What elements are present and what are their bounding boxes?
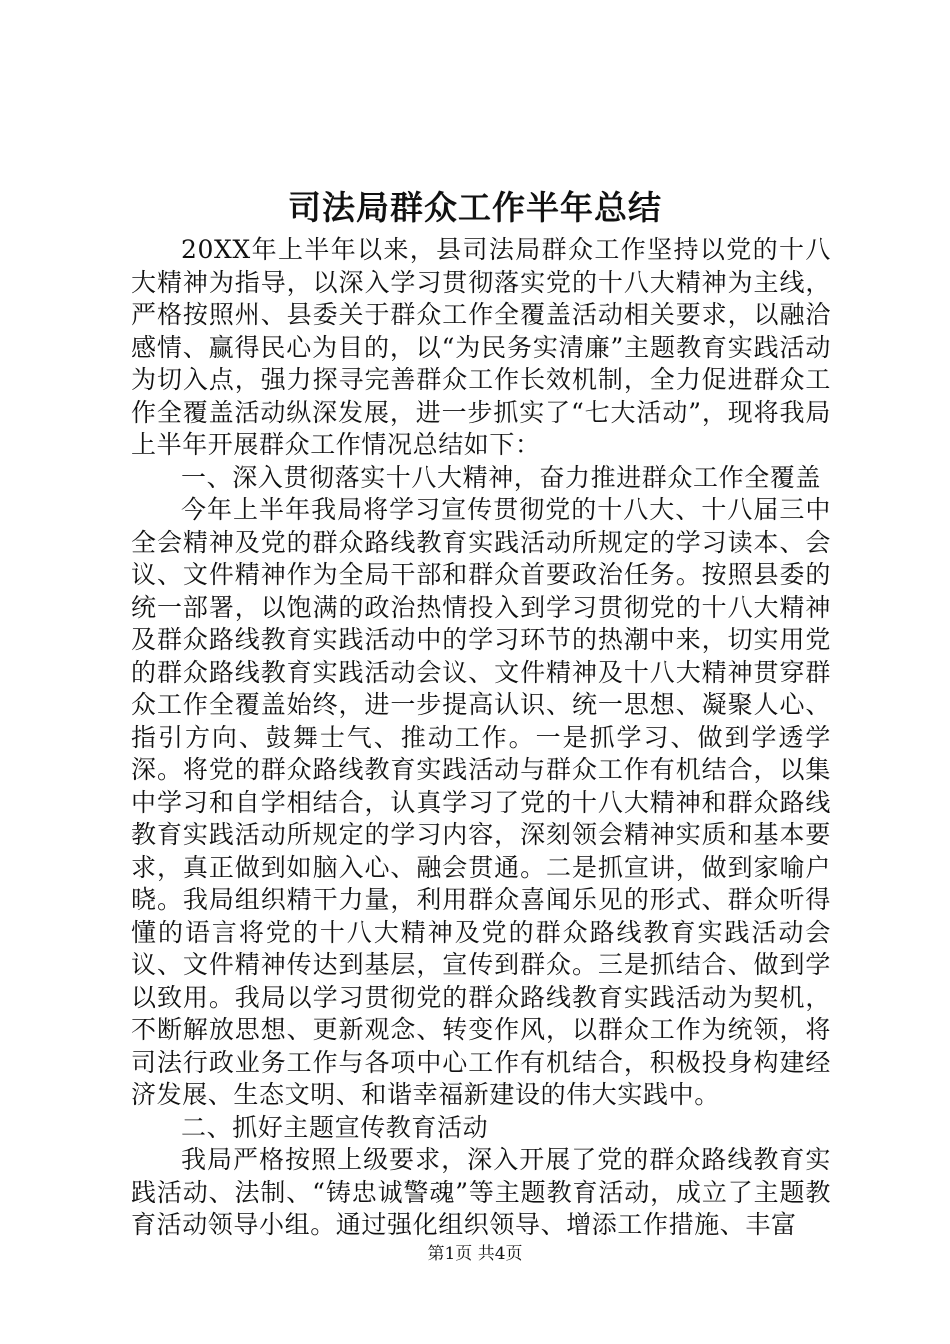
page-number-footer: 第1页 共4页	[427, 1244, 523, 1264]
document-title: 司法局群众工作半年总结	[288, 188, 662, 227]
document-body	[131, 234, 831, 1242]
section-heading-2: 二、抓好主题宣传教育活动	[181, 1112, 489, 1142]
section-heading-1: 一、深入贯彻落实十八大精神，奋力推进群众工作全覆盖	[181, 462, 822, 492]
intro-paragraph: 20XX年上半年以来，县司法局群众工作坚持以党的十八大精神为指导，以深入学习贯彻落实党的十八大精神为主线，严格按照州、县委关于群众工作全覆盖活动相关要求，以融洽感情、赢得民心为目的，以“为民务实清廉”主题教育实践活动为切入点，强力探寻完善群众工作长效机制，全力促进群众工作全覆盖活动纵深发展，进一步抓实了“七大活动”，现将我局上半年开展群众工作情况总结如下：	[131, 235, 831, 459]
section-2-paragraph: 我局严格按照上级要求，深入开展了党的群众路线教育实践活动、法制、“铸忠诚警魂”等主题教育活动，成立了主题教育活动领导小组。通过强化组织领导、增添工作措施、丰富	[131, 1145, 831, 1239]
section-1-paragraph: 今年上半年我局将学习宣传贯彻党的十八大、十八届三中全会精神及党的群众路线教育实践活动所规定的学习读本、会议、文件精神作为全局干部和群众首要政治任务。按照县委的统一部署，以饱满的政治热情投入到学习贯彻党的十八大精神及群众路线教育实践活动中的学习环节的热潮中来，切实用党的群众路线教育实践活动会议、文件精神及十八大精神贯穿群众工作全覆盖始终，进一步提高认识、统一思想、凝聚人心、指引方向、鼓舞士气、推动工作。一是抓学习、做到学透学深。将党的群众路线教育实践活动与群众工作有机结合，以集中学习和自学相结合，认真学习了党的十八大精神和群众路线教育实践活动所规定的学习内容，深刻领会精神实质和基本要求，真正做到如脑入心、融会贯通。二是抓宣讲，做到家喻户晓。我局组织精干力量，利用群众喜闻乐见的形式、群众听得懂的语言将党的十八大精神及党的群众路线教育实践活动会议、文件精神传达到基层，宣传到群众。三是抓结合、做到学以致用。我局以学习贯彻党的群众路线教育实践活动为契机，不断解放思想、更新观念、转变作风，以群众工作为统领，将司法行政业务工作与各项中心工作有机结合，积极投身构建经济发展、生态文明、和谐幸福新建设的伟大实践中。	[131, 495, 831, 1109]
